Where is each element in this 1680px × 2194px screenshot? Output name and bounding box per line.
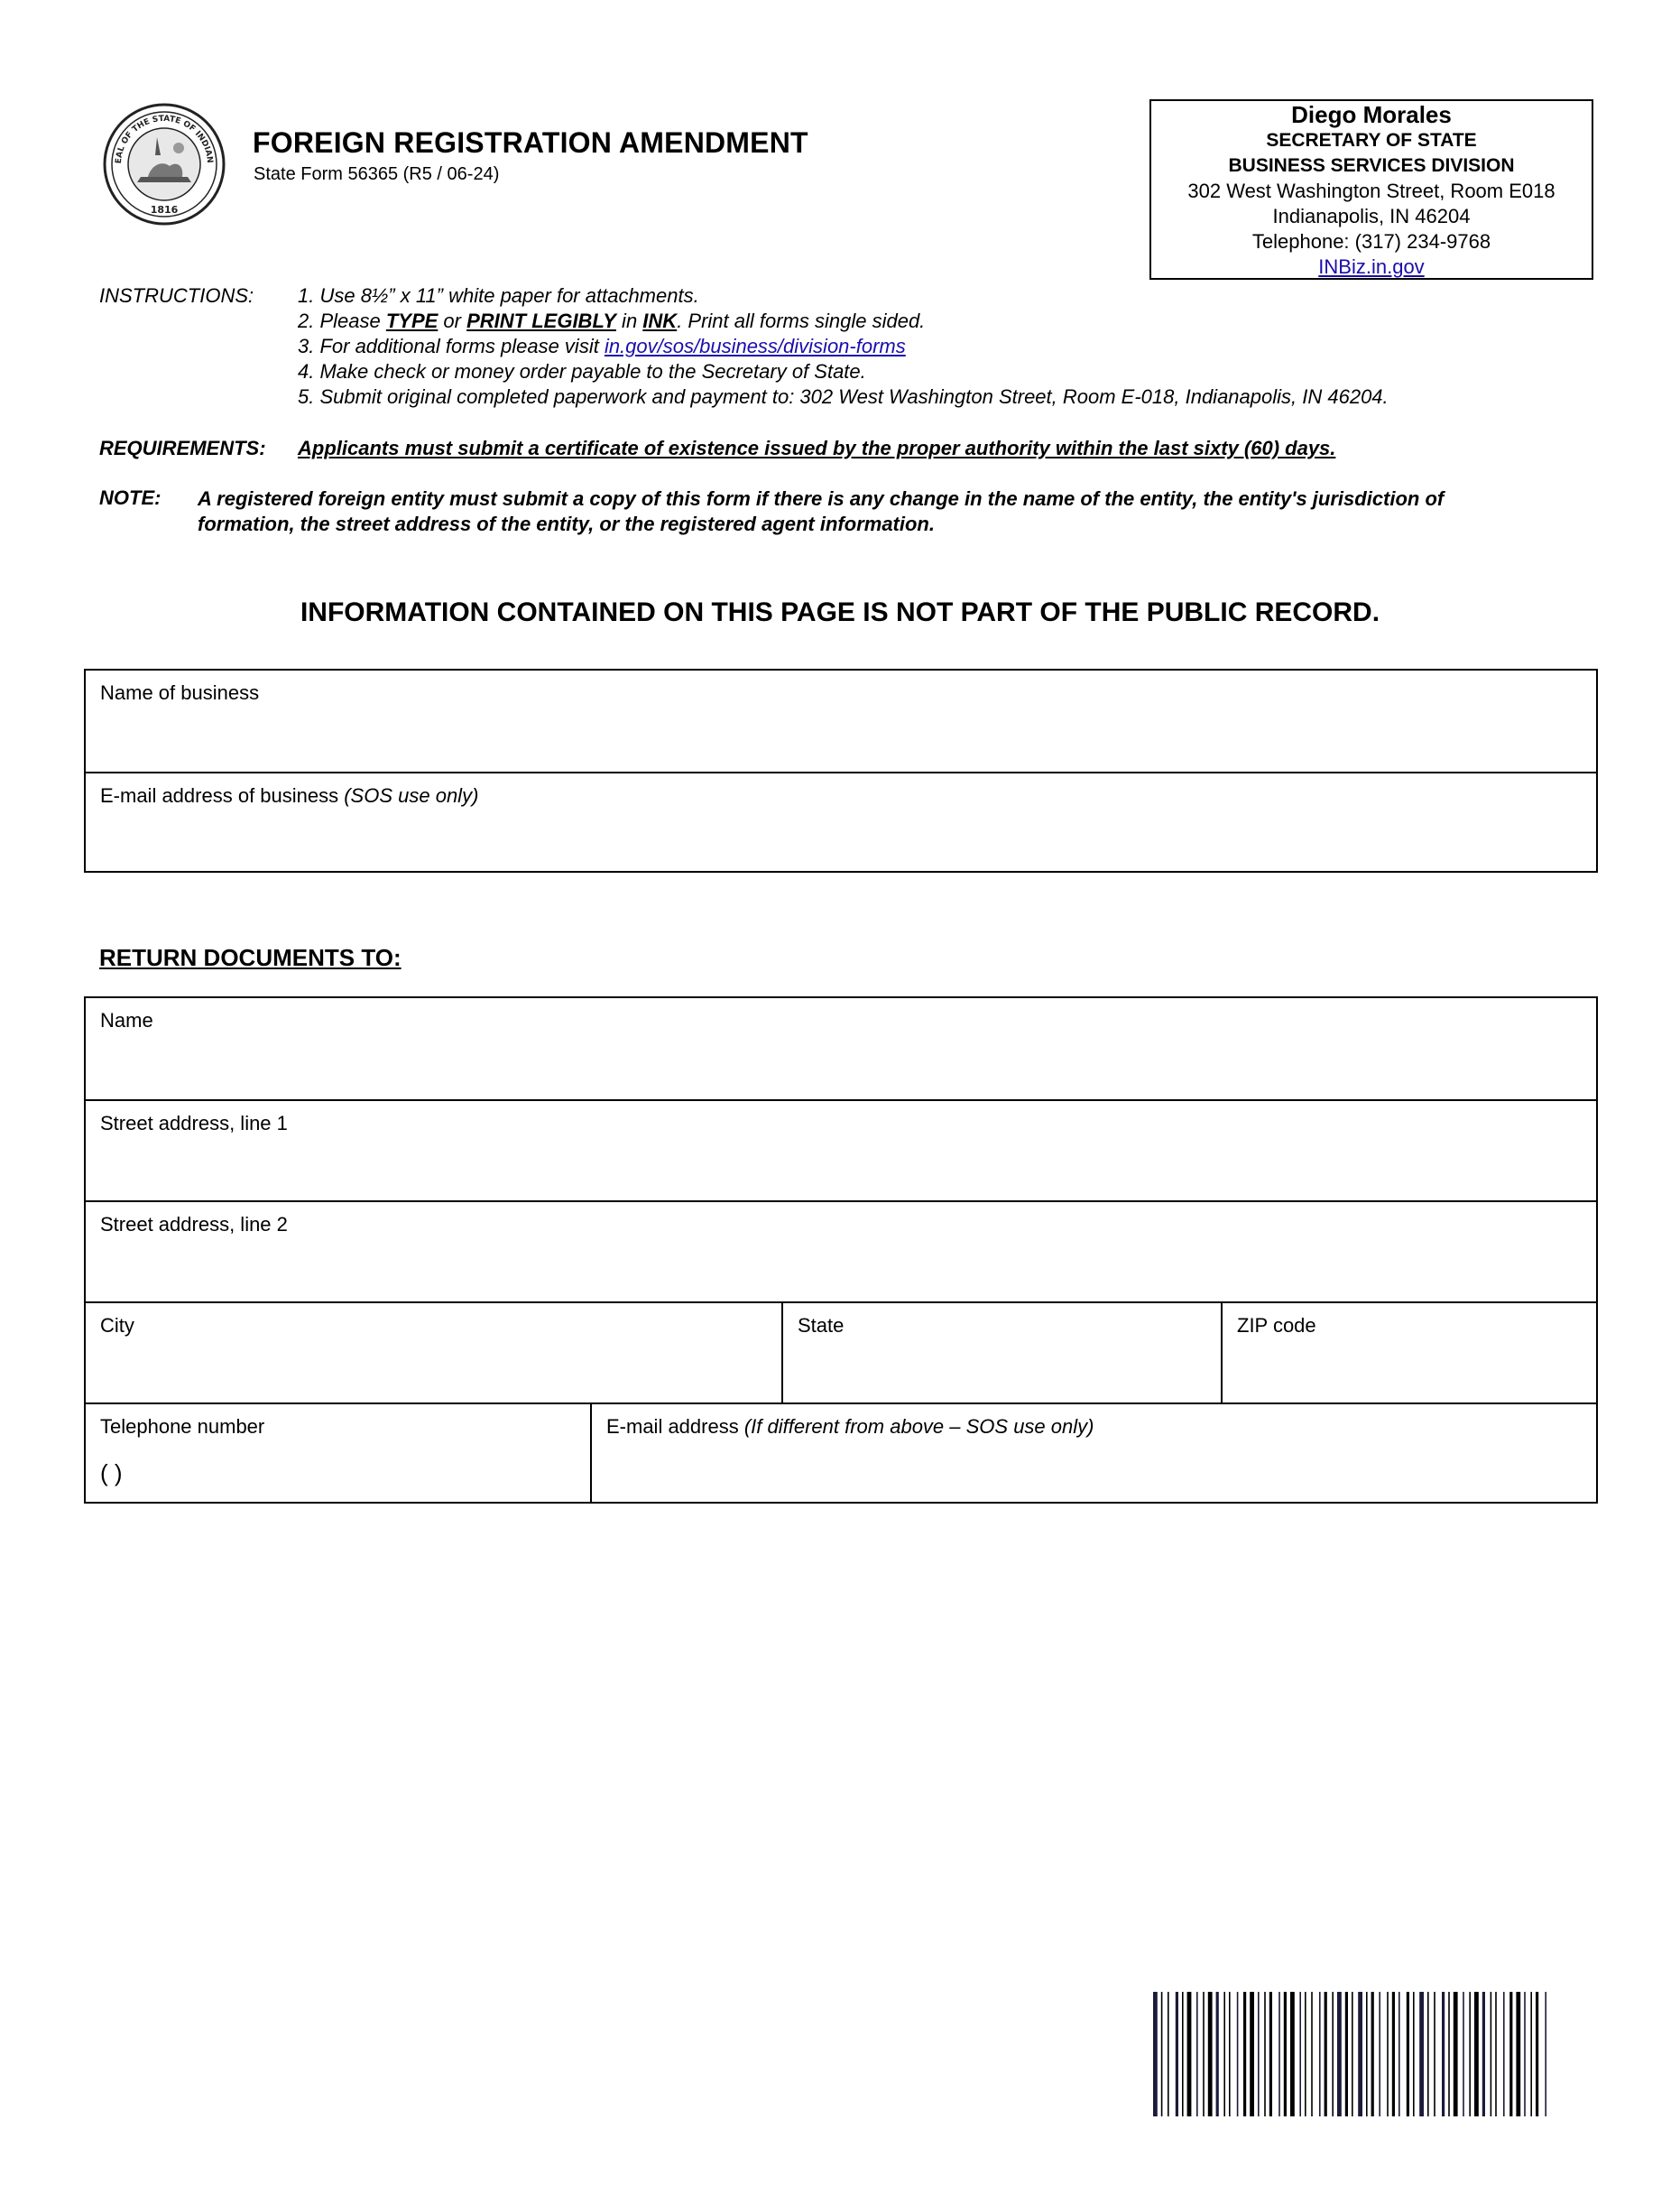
city-state-zip-row (86, 1301, 1596, 1402)
instruction-2-in: in (615, 310, 643, 332)
barcode-bar (1168, 1992, 1169, 2116)
barcode-bar (1509, 1992, 1512, 2116)
barcode-bar (1413, 1992, 1415, 2116)
barcode-bar (1491, 1992, 1492, 2116)
note-text: A registered foreign entity must submit a copy of this form if there is any change in the name of the entity, the entity's jurisdiction of formation, the street address of the entity, or the registered agent information. (198, 487, 1445, 535)
barcode-bar (1536, 1992, 1538, 2116)
barcode-bar (1229, 1992, 1231, 2116)
instruction-item-4: 4. Make check or money order payable to the Secretary of State. (298, 360, 866, 383)
barcode-bar (1358, 1992, 1362, 2116)
barcode-bar (1319, 1992, 1321, 2116)
barcode-bar (1182, 1992, 1184, 2116)
telephone-input[interactable] (185, 1460, 576, 1495)
barcode-bar (1337, 1992, 1342, 2116)
street2-row (86, 1200, 1596, 1301)
instruction-2-prefix: 2. Please (298, 310, 386, 332)
barcode-bar (1454, 1992, 1458, 2116)
barcode-bar (1392, 1992, 1395, 2116)
city-cell (86, 1303, 781, 1402)
barcode-bar (1545, 1992, 1546, 2116)
street1-label: Street address, line 1 (100, 1112, 288, 1134)
business-name-cell (86, 671, 1596, 772)
instruction-2-or: or (438, 310, 467, 332)
barcode-bar (1419, 1992, 1424, 2116)
business-name-label: Name of business (100, 681, 260, 704)
barcode-bar (1325, 1992, 1327, 2116)
instruction-type: TYPE (385, 310, 438, 332)
telephone-label: Telephone number (100, 1415, 265, 1438)
barcode-bar (1352, 1992, 1353, 2116)
barcode-bar (1250, 1992, 1254, 2116)
barcode-bar (1305, 1992, 1306, 2116)
business-email-row (86, 772, 1596, 873)
barcode-bar (1434, 1992, 1435, 2116)
street1-row (86, 1099, 1596, 1200)
instruction-item-5: 5. Submit original completed paperwork and payment to: 302 West Washington Street, Room E-018, Indianapolis, IN 46204. (298, 385, 1389, 408)
state-label: State (798, 1314, 845, 1337)
business-info-box (84, 669, 1598, 873)
barcode-bar (1463, 1992, 1464, 2116)
barcode-bar (1448, 1992, 1450, 2116)
business-name-input[interactable] (100, 728, 1582, 763)
return-name-label: Name (100, 1009, 153, 1032)
barcode (1151, 1992, 1550, 2116)
business-email-input[interactable] (100, 829, 1582, 864)
office-address: 302 West Washington Street, Room E018 (1187, 180, 1555, 202)
division-title: BUSINESS SERVICES DIVISION (1228, 155, 1515, 176)
instructions-list (298, 283, 1389, 410)
inbiz-link[interactable]: INBiz.in.gov (1318, 255, 1425, 278)
barcode-bar (1469, 1992, 1471, 2116)
barcode-bar (1161, 1992, 1163, 2116)
city-input[interactable] (100, 1359, 767, 1393)
barcode-bar (1345, 1992, 1348, 2116)
zip-label: ZIP code (1237, 1314, 1316, 1337)
business-email-note: (SOS use only) (344, 784, 479, 807)
barcode-bar (1495, 1992, 1497, 2116)
business-email-cell (86, 773, 1596, 873)
area-code-parens: ( ) (100, 1459, 123, 1486)
return-email-label-text: E-mail address (606, 1415, 744, 1438)
state-seal-image (101, 101, 227, 227)
barcode-icon (1151, 1992, 1550, 2116)
barcode-bar (1332, 1992, 1334, 2116)
barcode-bar (1427, 1992, 1429, 2116)
instruction-item-2 (298, 309, 1389, 334)
barcode-bar (1216, 1992, 1219, 2116)
city-label: City (100, 1314, 134, 1337)
office-title: SECRETARY OF STATE (1266, 130, 1477, 151)
barcode-bar (1237, 1992, 1239, 2116)
instruction-2-suffix: . Print all forms single sided. (677, 310, 926, 332)
barcode-bar (1176, 1992, 1178, 2116)
return-name-row (86, 998, 1596, 1099)
instruction-3-prefix: 3. For additional forms please visit (298, 335, 605, 357)
return-documents-box (84, 996, 1598, 1504)
barcode-bar (1203, 1992, 1205, 2116)
business-name-row (86, 671, 1596, 772)
instruction-print-legibly: PRINT LEGIBLY (466, 310, 616, 332)
instruction-item-1: 1. Use 8½” x 11” white paper for attachments. (298, 284, 699, 307)
division-forms-link[interactable]: in.gov/sos/business/division-forms (604, 335, 906, 357)
barcode-bar (1299, 1992, 1301, 2116)
zip-cell (1221, 1303, 1596, 1402)
note-label: NOTE: (99, 486, 162, 509)
business-email-label-text: E-mail address of business (100, 784, 345, 807)
zip-input[interactable] (1237, 1359, 1582, 1393)
return-email-label (606, 1415, 1582, 1439)
public-record-notice: INFORMATION CONTAINED ON THIS PAGE IS NOT PART OF THE PUBLIC RECORD. (300, 597, 1380, 627)
requirements-text: Applicants must submit a certificate of existence issued by the proper authority within the last sixty (60) days. (298, 437, 1336, 459)
instruction-ink: INK (642, 310, 678, 332)
barcode-bar (1243, 1992, 1246, 2116)
barcode-bar (1187, 1992, 1192, 2116)
return-name-cell (86, 998, 1596, 1099)
phone-email-row (86, 1402, 1596, 1504)
barcode-bar (1196, 1992, 1198, 2116)
state-input[interactable] (798, 1359, 1206, 1393)
barcode-bar (1516, 1992, 1520, 2116)
barcode-bar (1223, 1992, 1225, 2116)
barcode-bar (1208, 1992, 1213, 2116)
barcode-bar (1407, 1992, 1409, 2116)
barcode-bar (1482, 1992, 1485, 2116)
secretary-name: Diego Morales (1291, 101, 1452, 128)
barcode-bar (1264, 1992, 1266, 2116)
barcode-bar (1284, 1992, 1287, 2116)
return-name-input[interactable] (100, 1056, 1582, 1090)
barcode-bar (1311, 1992, 1313, 2116)
street2-cell (86, 1202, 1596, 1301)
office-telephone: Telephone: (317) 234-9768 (1251, 230, 1491, 253)
seal-text: EAL OF THE STATE OF INDIAN (114, 114, 215, 164)
barcode-bar (1258, 1992, 1260, 2116)
barcode-bar (1379, 1992, 1380, 2116)
instructions-label: INSTRUCTIONS: (99, 284, 254, 307)
barcode-bar (1503, 1992, 1505, 2116)
secretary-of-state-box (1149, 99, 1593, 280)
return-email-input[interactable] (606, 1460, 1582, 1495)
barcode-bar (1366, 1992, 1368, 2116)
barcode-bar (1387, 1992, 1389, 2116)
barcode-bar (1153, 1992, 1158, 2116)
telephone-cell (86, 1404, 590, 1504)
form-title: FOREIGN REGISTRATION AMENDMENT (253, 126, 808, 159)
barcode-bar (1474, 1992, 1479, 2116)
street2-input[interactable] (100, 1258, 1582, 1292)
barcode-bar (1290, 1992, 1295, 2116)
return-email-cell (590, 1404, 1596, 1504)
barcode-bar (1530, 1992, 1532, 2116)
barcode-bar (1442, 1992, 1445, 2116)
return-documents-heading: RETURN DOCUMENTS TO: (99, 944, 402, 971)
barcode-bar (1371, 1992, 1374, 2116)
state-cell (781, 1303, 1221, 1402)
barcode-bar (1398, 1992, 1400, 2116)
return-email-note: (If different from above – SOS use only) (743, 1415, 1094, 1438)
street1-cell (86, 1101, 1596, 1200)
state-seal-icon (101, 101, 227, 227)
business-email-label (100, 784, 1582, 808)
barcode-bar (1278, 1992, 1280, 2116)
office-city: Indianapolis, IN 46204 (1272, 205, 1471, 227)
instruction-item-3 (298, 334, 1389, 359)
barcode-bar (1524, 1992, 1526, 2116)
form-number: State Form 56365 (R5 / 06-24) (254, 164, 500, 184)
street1-input[interactable] (100, 1157, 1582, 1191)
requirements-label: REQUIREMENTS: (99, 437, 266, 459)
street2-label: Street address, line 2 (100, 1213, 288, 1236)
barcode-bar (1269, 1992, 1272, 2116)
seal-year: 1816 (150, 204, 179, 216)
